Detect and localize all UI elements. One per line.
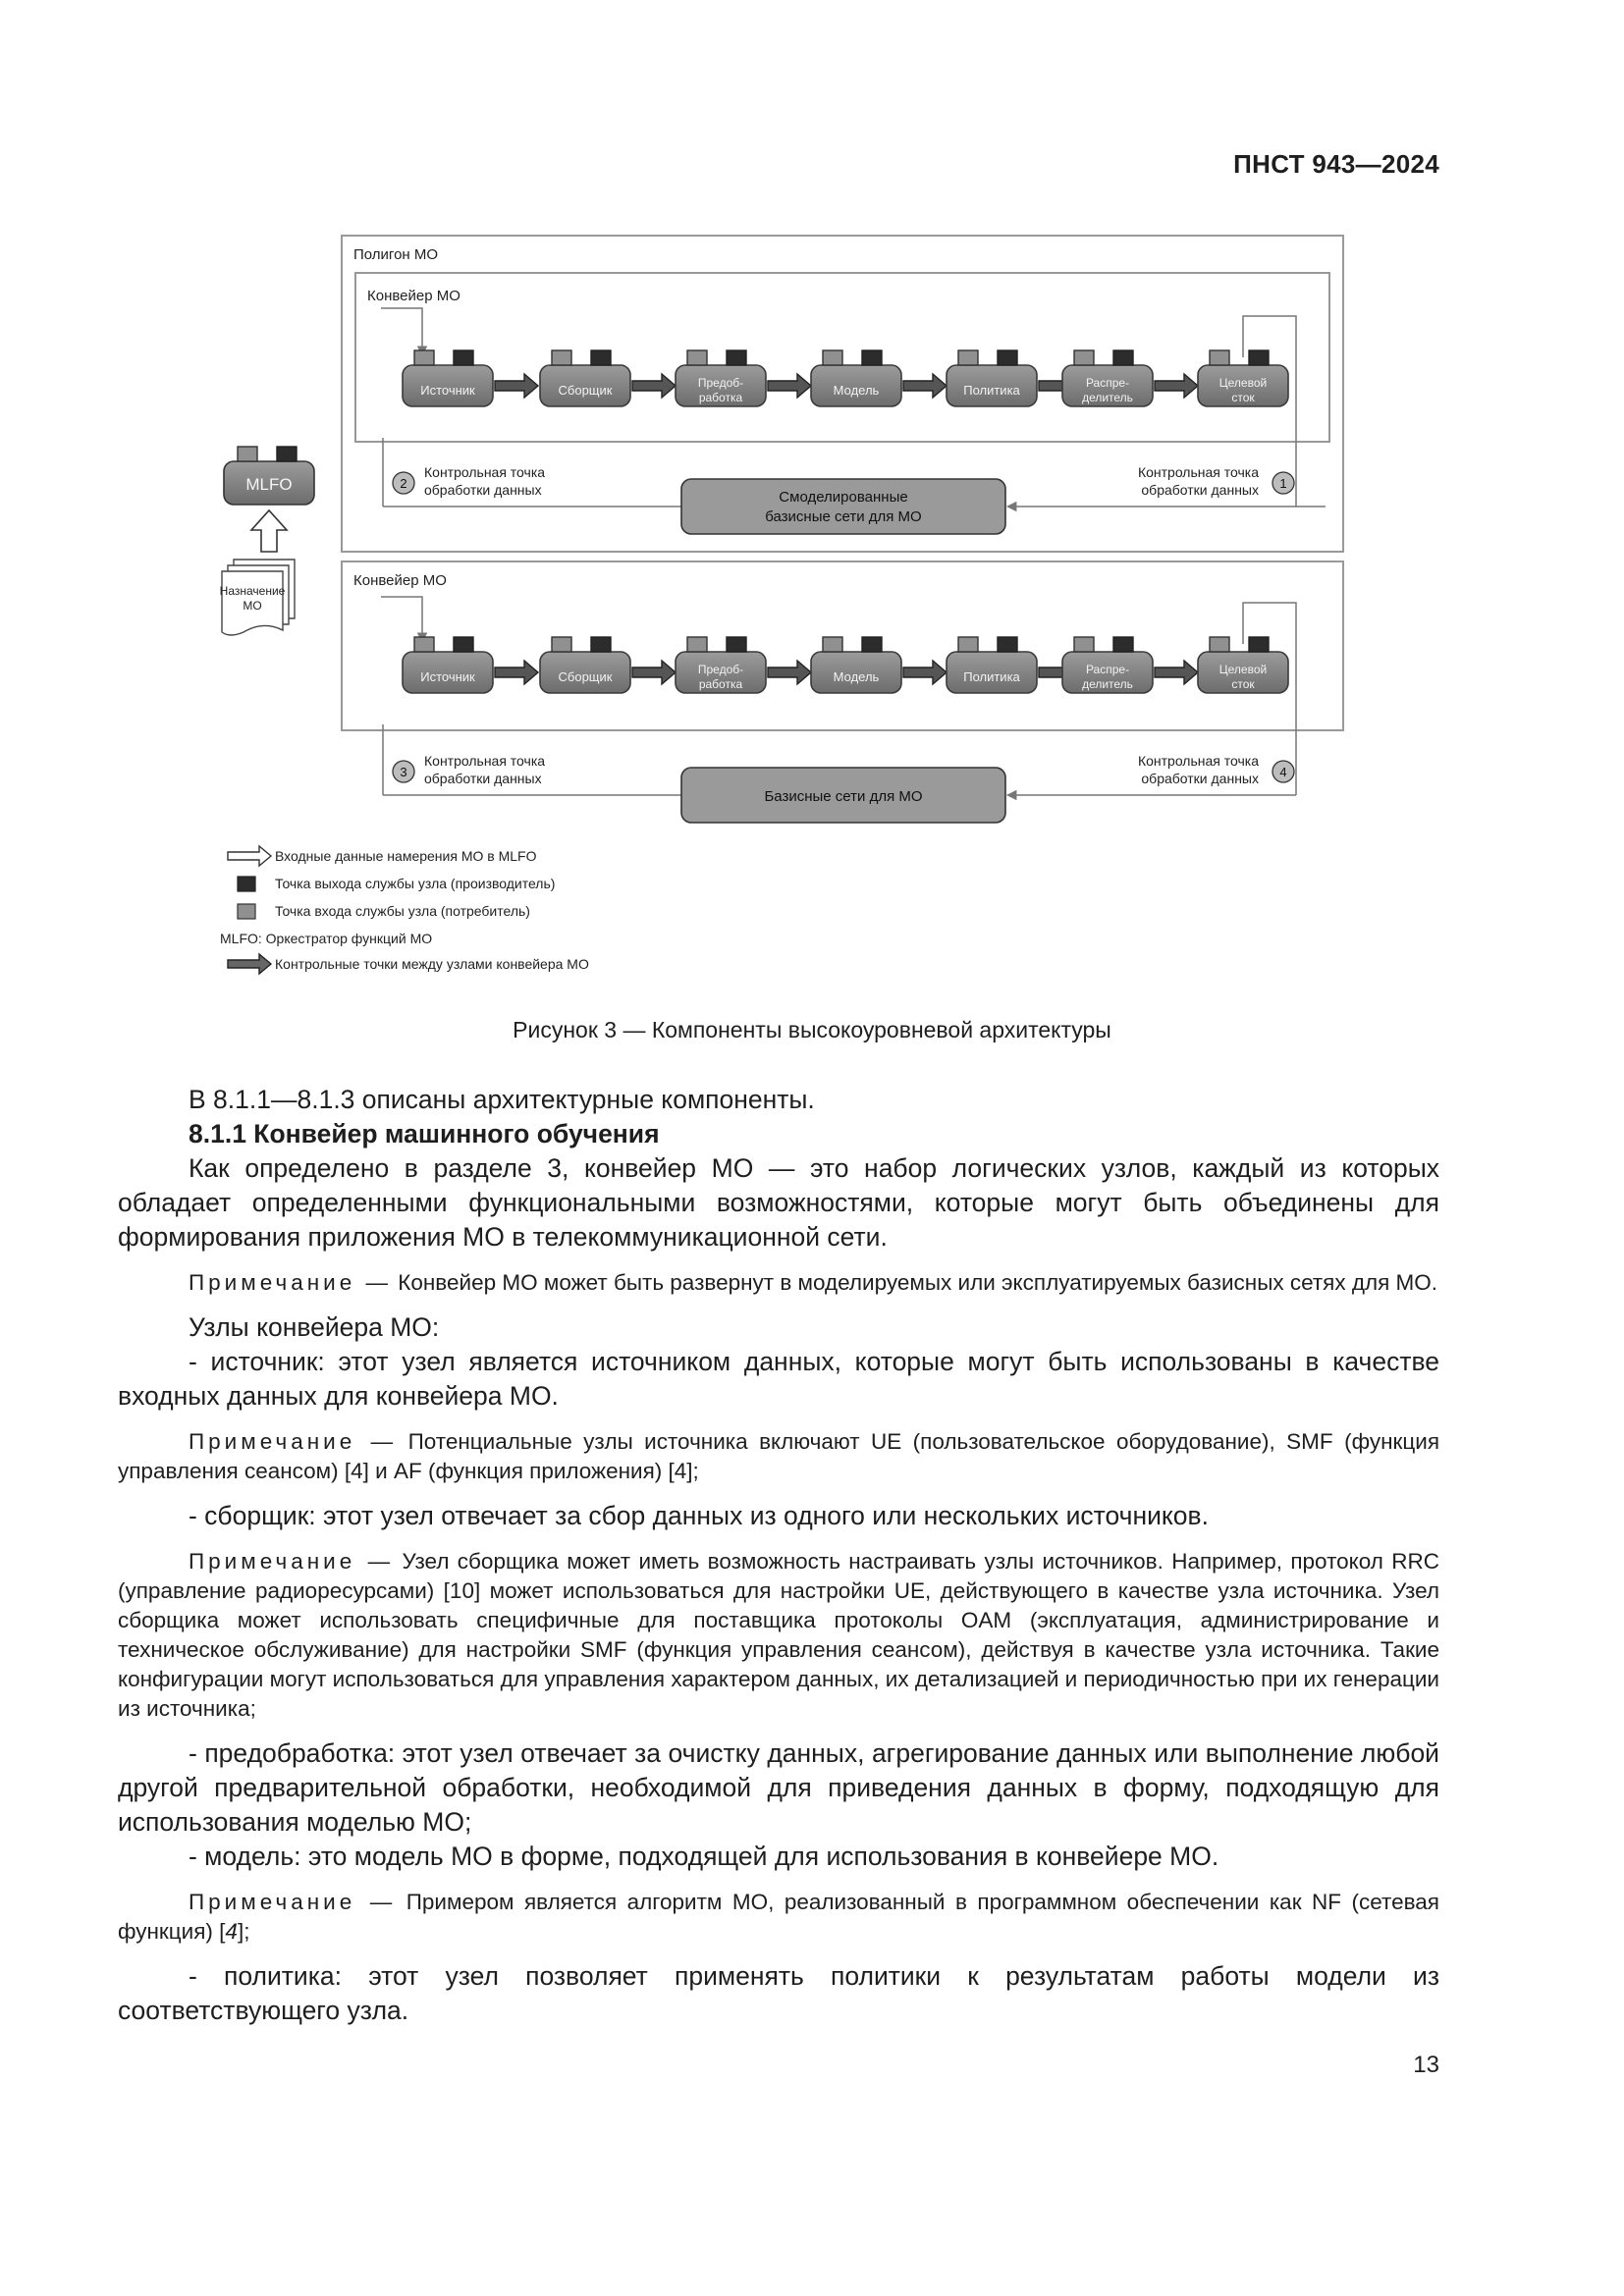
page-number: 13 (1413, 2052, 1439, 2078)
svg-text:Распре-: Распре- (1085, 663, 1130, 676)
svg-text:делитель: делитель (1082, 391, 1133, 404)
svg-text:Контрольная точка: Контрольная точка (424, 464, 546, 480)
note: Примечание — Конвейер МО может быть развернут в моделируемых или эксплуатируемых базисных сетях для МО. (189, 1270, 1438, 1295)
node-source (403, 637, 493, 693)
svg-text:Распре-: Распре- (1085, 376, 1130, 390)
svg-text:Назначение: Назначение (219, 584, 286, 598)
note: Примечание — Примером является алгоритм МО, реализованный в программном обеспечении как NF (сетевая функция) [4]; (118, 1890, 1439, 1944)
svg-text:МО: МО (243, 599, 262, 613)
svg-text:Базисные сети для МО: Базисные сети для МО (764, 788, 923, 805)
architecture-figure (216, 226, 1355, 991)
svg-text:Смоделированные: Смоделированные (779, 489, 908, 506)
svg-text:работка: работка (698, 391, 743, 404)
svg-text:Сборщик: Сборщик (558, 669, 613, 684)
svg-text:Контрольная точка: Контрольная точка (1137, 464, 1259, 480)
svg-text:Контрольные точки между узлами: Контрольные точки между узлами конвейера МО (275, 956, 589, 972)
svg-text:4: 4 (1279, 765, 1287, 779)
node-source (403, 350, 493, 406)
legend (220, 846, 589, 974)
paragraph: Как определено в разделе 3, конвейер МО — это набор логических узлов, каждый из которых обладает определенными функциональными возможностями, которые могут быть объединены для формирования приложения МО в телекоммуникационной сети. (118, 1153, 1439, 1252)
svg-text:обработки данных: обработки данных (1141, 482, 1259, 498)
simulated-network (681, 479, 1005, 534)
list-item: - источник: этот узел является источником данных, которые могут быть использованы в качестве входных данных для конвейера МО. (118, 1347, 1439, 1411)
polygon-label: Полигон МО (353, 246, 439, 263)
note: Примечание — Узел сборщика может иметь возможность настраивать узлы источников. Например, протокол RRC (управление радиоресурсами) [10] может использоваться для настройки UE, действующего в качестве узла источника. Узел сборщика может использовать специфичные для поставщика протоколы OAM (эксплуатация, администрирование и техническое обслуживание) для настройки SMF (функция управления сеансом), действуя в качестве узла источника. Такие конфигурации могут использоваться для управления характером данных, их детализацией и периодичностью при их генерации из источника; (118, 1549, 1439, 1721)
svg-text:сток: сток (1231, 677, 1255, 691)
svg-text:Предоб-: Предоб- (697, 663, 744, 676)
list-item: - модель: это модель МО в форме, подходящей для использования в конвейере МО. (189, 1842, 1219, 1871)
pipeline-nodes-top (403, 350, 1288, 406)
body-text (118, 1083, 1439, 2028)
ml-intent-document (220, 560, 295, 635)
svg-text:Целевой: Целевой (1218, 376, 1268, 390)
svg-text:Точка выхода службы узла (прои: Точка выхода службы узла (производитель) (275, 876, 556, 891)
node-model (811, 350, 901, 406)
pipeline-label-bottom: Конвейер МО (353, 572, 447, 589)
svg-text:MLFO: Оркестратор функций МО: MLFO: Оркестратор функций МО (220, 931, 433, 946)
paragraph: Узлы конвейера МО: (189, 1312, 440, 1342)
svg-text:базисные сети для МО: базисные сети для МО (765, 508, 922, 525)
svg-text:Контрольная точка: Контрольная точка (424, 753, 546, 769)
svg-text:сток: сток (1231, 391, 1255, 404)
section-heading: 8.1.1 Конвейер машинного обучения (189, 1119, 660, 1148)
svg-text:Точка входа службы узла (потре: Точка входа службы узла (потребитель) (275, 903, 530, 919)
figure-caption: Рисунок 3 — Компоненты высокоуровневой архитектуры (513, 1017, 1111, 1042)
svg-text:обработки данных: обработки данных (424, 771, 542, 786)
svg-text:Политика: Политика (963, 383, 1020, 398)
svg-text:обработки данных: обработки данных (1141, 771, 1259, 786)
svg-text:Источник: Источник (420, 669, 475, 684)
svg-text:Входные данные намерения МО в: Входные данные намерения МО в MLFO (275, 848, 537, 864)
svg-text:обработки данных: обработки данных (424, 482, 542, 498)
svg-text:работка: работка (698, 677, 743, 691)
svg-text:Целевой: Целевой (1218, 663, 1268, 676)
svg-text:Модель: Модель (833, 383, 880, 398)
document-id: ПНСТ 943—2024 (1233, 149, 1439, 179)
list-item: - предобработка: этот узел отвечает за очистку данных, агрегирование данных или выполнение любой другой предварительной обработки, необходимой для приведения данных в форму, подходящую для использования моделью МО; (118, 1738, 1439, 1837)
node-collector (540, 350, 630, 406)
svg-text:Контрольная точка: Контрольная точка (1137, 753, 1259, 769)
svg-text:Предоб-: Предоб- (697, 376, 744, 390)
paragraph: В 8.1.1—8.1.3 описаны архитектурные компоненты. (189, 1085, 815, 1114)
list-item: - сборщик: этот узел отвечает за сбор данных из одного или нескольких источников. (189, 1501, 1209, 1530)
svg-text:2: 2 (400, 476, 407, 491)
node-policy (947, 350, 1037, 406)
svg-text:3: 3 (400, 765, 407, 779)
note: Примечание — Потенциальные узлы источника включают UE (пользовательское оборудование), SMF (функция управления сеансом) [4] и AF (функция приложения) [4]; (118, 1429, 1440, 1483)
svg-text:Сборщик: Сборщик (558, 383, 613, 398)
svg-text:делитель: делитель (1082, 677, 1133, 691)
intent-arrow-icon (251, 510, 287, 552)
node-collector (540, 637, 630, 693)
node-model (811, 637, 901, 693)
mlfo-node (224, 447, 314, 505)
pipeline-nodes-bottom (403, 637, 1288, 693)
node-policy (947, 637, 1037, 693)
list-item: - политика: этот узел позволяет применять политики к результатам работы модели из соответствующего узла. (118, 1961, 1439, 2025)
svg-text:1: 1 (1279, 476, 1287, 491)
svg-text:Источник: Источник (420, 383, 475, 398)
svg-text:Политика: Политика (963, 669, 1020, 684)
svg-text:Модель: Модель (833, 669, 880, 684)
svg-text:MLFO: MLFO (245, 475, 293, 494)
pipeline-label-top: Конвейер МО (367, 288, 460, 304)
